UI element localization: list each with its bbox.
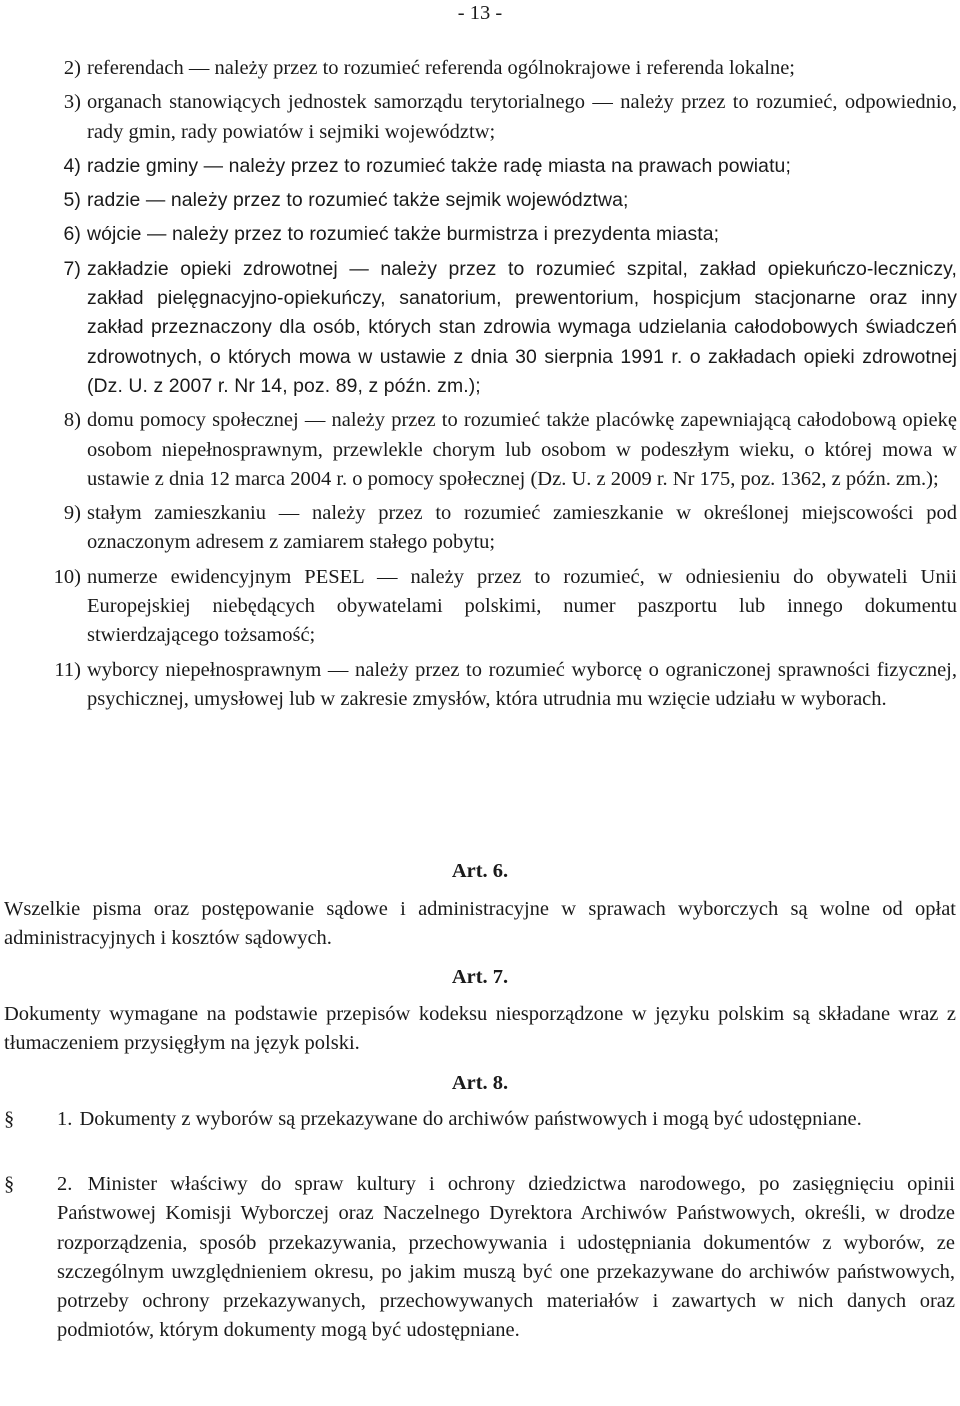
item-text: wyborcy niepełnosprawnym — należy przez to rozumieć wyborcę o ograniczonej sprawności fizycznej, psychicznej, umysłowej lub w zakresie zmysłów, która utrudnia mu wzięcie udziału w wyborach. [87, 658, 957, 710]
list-item [0, 152, 957, 181]
article-7-text: Dokumenty wymagane na podstawie przepisów kodeksu niesporządzone w języku polskim są składane wraz z tłumaczeniem przysięgłym na język polski. [4, 1003, 956, 1055]
item-text: numerze ewidencyjnym PESEL — należy przez to rozumieć, w odniesieniu do obywateli Unii Europejskiej niebędących obywatelami polskimi, numer paszportu lub innego dokumentu stwierdzającego tożsamość; [87, 565, 957, 647]
definitions-list [0, 54, 960, 719]
article-6-text: Wszelkie pisma oraz postępowanie sądowe i administracyjne w sprawach wyborczych są wolne od opłat administracyjnych i kosztów sądowych. [4, 898, 956, 950]
item-number: 8) [63, 409, 81, 432]
article-6-title: Art. 6. [451, 860, 509, 882]
item-text: zakładzie opieki zdrowotnej — należy przez to rozumieć szpital, zakład opiekuńczo-leczniczy, zakład pielęgnacyjno-opiekuńczy, sanatorium, prewentorium, hospicjum stacjonarne oraz inny zakład przeznaczony dla osób, których stan zdrowia wymaga udzielania całodobowych świadczeń zdrowotnych, o których mowa w ustawie z dnia 30 sierpnia 1991 r. o zakładach opieki zdrowotnej (Dz. U. z 2007 r. Nr 14, poz. 89, z późn. zm.); [87, 257, 957, 397]
section-mark: § [4, 1173, 15, 1195]
item-text: referendach — należy przez to rozumieć referenda ogólnokrajowe i referenda lokalne; [87, 57, 796, 79]
section-number: 1. [57, 1108, 73, 1130]
list-item [0, 499, 957, 558]
item-number: 9) [63, 502, 81, 525]
list-item [0, 186, 957, 215]
item-number: 4) [63, 154, 81, 177]
article-8-title: Art. 8. [451, 1072, 509, 1094]
list-item [0, 255, 957, 401]
item-number: 2) [63, 57, 81, 79]
section-text: Dokumenty z wyborów są przekazywane do archiwów państwowych i mogą być udostępniane. [79, 1108, 862, 1130]
item-text: organach stanowiących jednostek samorządu terytorialnego — należy przez to rozumieć, odpowiednio, rady gmin, rady powiatów i sejmiki województw; [87, 91, 957, 143]
list-item [0, 220, 957, 249]
item-number: 5) [63, 189, 81, 212]
list-item [0, 406, 957, 494]
item-text: radzie gminy — należy przez to rozumieć także radę miasta na prawach powiatu; [87, 154, 791, 177]
section-mark: § [4, 1108, 15, 1130]
list-item [0, 88, 957, 147]
item-number: 7) [63, 257, 81, 280]
item-number: 10) [53, 565, 81, 588]
item-number: 6) [63, 223, 81, 246]
article-8-section-2 [0, 1170, 960, 1346]
page-number: - 13 - [457, 2, 503, 24]
item-number: 3) [63, 91, 81, 114]
list-item [0, 54, 957, 83]
section-text: Minister właściwy do spraw kultury i ochrony dziedzictwa narodowego, po zasięgnięciu opinii Państwowej Komisji Wyborczej oraz Naczelnego Dyrektora Archiwów Państwowych, określi, w drodze rozporządzenia, sposób przekazywania, przechowywania i udostępniania dokumentów z wyborów, ze szczególnym uwzględnieniem okresu, po jakim muszą być one przekazywane do archiwów państwowych, potrzeby ochrony przekazywanych, przechowywanych materiałów i zawartych w nich danych oraz podmiotów, którym dokumenty mogą być udostępniane. [57, 1173, 955, 1342]
list-item [0, 656, 957, 715]
item-text: stałym zamieszkaniu — należy przez to rozumieć zamieszkanie w określonej miejscowości pod oznaczonym adresem z zamiarem stałego pobytu; [87, 502, 957, 554]
item-text: radzie — należy przez to rozumieć także sejmik województwa; [87, 189, 629, 212]
item-text: domu pomocy społecznej — należy przez to rozumieć także placówkę zapewniającą całodobową opiekę osobom niepełnosprawnym, przewlekle chorym lub osobom w podeszłym wieku, o której mowa w ustawie z dnia 12 marca 2004 r. o pomocy społecznej (Dz. U. z 2009 r. Nr 175, poz. 1362, z późn. zm.); [87, 409, 957, 490]
article-7-title: Art. 7. [451, 966, 509, 988]
item-text: wójcie — należy przez to rozumieć także burmistrza i prezydenta miasta; [87, 223, 720, 246]
list-item [0, 563, 957, 651]
item-number: 11) [54, 658, 81, 681]
article-8-section-1 [0, 1105, 960, 1134]
section-number: 2. [57, 1173, 73, 1195]
